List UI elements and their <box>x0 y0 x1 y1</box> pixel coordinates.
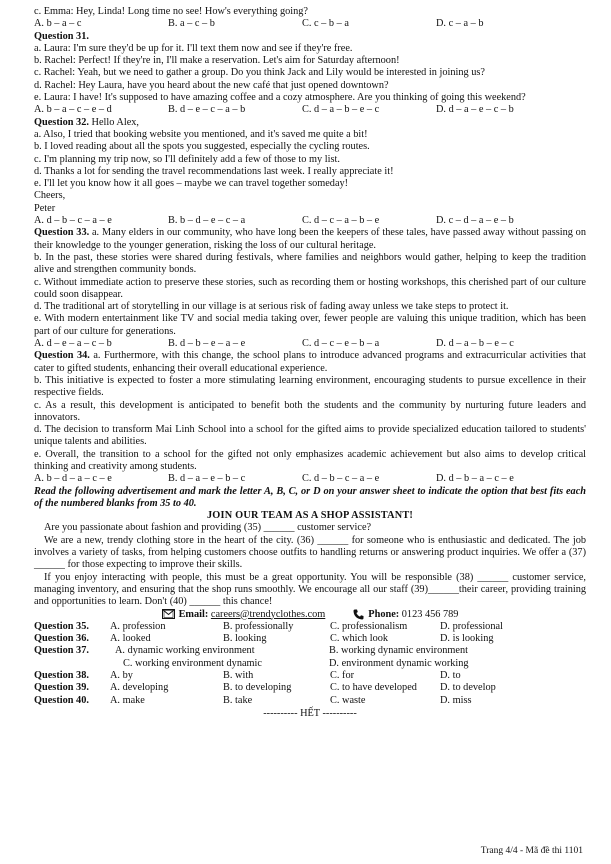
q39-option-c: C. to have developed <box>330 682 417 694</box>
q34-line-b: b. This initiative is expected to foster a more stimulating learning environment, encouraging students to pursue excellence in their respective fields. <box>34 374 586 399</box>
q37-row-2 <box>34 658 586 670</box>
q40-label: Question 40. <box>34 694 89 706</box>
ad-paragraph-1: Are you passionate about fashion and providing (35) ______ customer service? <box>44 522 372 534</box>
q33-line-d: d. The traditional art of storytelling in our village is at serious risk of fading away unless we take steps to protect it. <box>34 301 509 313</box>
q34-option-d: D. d – b – a – c – e <box>436 473 514 485</box>
q37-label: Question 37. <box>34 645 89 657</box>
q34-line-d: d. The decision to transform Mai Linh School into a school for the gifted aims to provide specialized education tailored to students' unique talents and abilities. <box>34 424 586 448</box>
q35-option-a: A. profession <box>110 620 166 632</box>
q32-option-c: C. d – c – a – b – e <box>302 215 380 227</box>
q31-line-c: c. Rachel: Yeah, but we need to gather a group. Do you think Jack and Lily would be interested in joining us? <box>34 67 485 79</box>
q40-row <box>34 695 586 707</box>
email-link[interactable]: careers@trendyclothes.com <box>210 608 326 620</box>
q33-line-a-block <box>34 227 586 252</box>
q40-option-d: D. miss <box>440 694 472 706</box>
q38-label: Question 38. <box>34 670 89 682</box>
q36-option-b: B. looking <box>223 633 267 645</box>
q38-row <box>34 670 586 682</box>
q32-option-d: D. c – d – a – e – b <box>436 215 514 227</box>
end-marker: ---------- HẾT ---------- <box>263 707 357 719</box>
q32-line-e: e. I'll let you know how it all goes – maybe we can travel together someday! <box>34 178 349 190</box>
q40-option-a: A. make <box>110 694 145 706</box>
q33-option-d: D. d – a – b – e – c <box>436 338 514 350</box>
q40-option-c: C. waste <box>330 694 366 706</box>
q30-option-c: C. c – b – a <box>302 18 349 30</box>
q39-option-a: A. developing <box>110 682 169 694</box>
q30-option-a: A. b – a – c <box>34 18 82 30</box>
q30-options <box>34 18 586 30</box>
q34-line-a: a. Furthermore, with this change, the school plans to introduce advanced programs and extracurricular activities that cater to gifted students, enhancing their overall educational experience. <box>34 350 586 374</box>
q33-options <box>34 338 586 350</box>
ad-paragraph-3: If you enjoy interacting with people, this must be a great opportunity. You will be responsible (38) ______ customer service, managing inventory, and ensuring that the shop runs smoothly. We encourage all our staff (39)______their career, providing training and opportunities to learn. Don't (40) ______ this chance! <box>34 571 586 608</box>
q34-line-c: c. As a result, this development is anticipated to benefit both the students and the community by nurturing future leaders and innovators. <box>34 399 586 423</box>
q34-line-a-block <box>34 350 586 375</box>
phone-icon <box>353 609 364 620</box>
q32-line-b: b. I loved reading about all the spots you suggested, especially the cycling routes. <box>34 141 370 153</box>
q40-option-b: B. take <box>223 694 253 706</box>
q33-heading: Question 33. <box>34 227 90 239</box>
q34-heading: Question 34. <box>34 350 90 362</box>
q31-heading: Question 31. <box>34 30 89 42</box>
q33-line-a: a. Many elders in our community, who have long been the keepers of these tales, have passed away without passing on their knowledge to the younger generation, risking the loss of our cultural heritage. <box>34 227 586 251</box>
q32-option-a: A. d – b – c – a – e <box>34 215 112 227</box>
ad-paragraph-2: We are a new, trendy clothing store in the heart of the city. (36) ______ for someone who is enthusiastic and dedicated. The job involves a variety of tasks, from helping customers choose outfits to handling returns or answering product inquiries. We offer a (37) ______ for those expecting to improve their skills. <box>34 534 586 571</box>
q35-option-d: D. professional <box>440 620 503 632</box>
q32-heading: Question 32. <box>34 116 89 128</box>
q38-option-a: A. by <box>110 670 133 682</box>
q31-line-d: d. Rachel: Hey Laura, have you heard about the new café that just opened downtown? <box>34 79 389 91</box>
q36-option-a: A. looked <box>110 633 151 645</box>
q37-option-d: D. environment dynamic working <box>329 657 469 669</box>
q33-option-b: B. d – b – e – a – e <box>168 338 246 350</box>
q37-row-1 <box>34 645 586 657</box>
q32-greeting: Hello Alex, <box>88 116 139 128</box>
q32-options <box>34 215 586 227</box>
q33-option-c: C. d – c – e – b – a <box>302 338 380 350</box>
q31-option-c: C. d – a – b – e – c <box>302 104 380 116</box>
q34-options <box>34 473 586 485</box>
q34-option-a: A. b – d – a – c – e <box>34 473 112 485</box>
q31-option-d: D. d – a – e – c – b <box>436 104 514 116</box>
q39-row <box>34 682 586 694</box>
q33-line-e: e. With modern entertainment like TV and social media taking over, fewer people are valuing this unique tradition, which has been part of our culture for generations. <box>34 313 586 337</box>
q36-option-c: C. which look <box>330 633 389 645</box>
q33-line-c: c. Without immediate action to preserve these stories, such as recording them or hosting workshops, this cherished part of our culture could soon disappear. <box>34 276 586 300</box>
q35-option-b: B. professionally <box>223 620 294 632</box>
q30-line-c: c. Emma: Hey, Linda! Long time no see! How's everything going? <box>34 6 308 17</box>
q37-option-b: B. working dynamic environment <box>329 645 468 657</box>
q38-option-c: C. for <box>330 670 355 682</box>
phone-number: 0123 456 789 <box>401 608 459 620</box>
q38-option-d: D. to <box>440 670 461 682</box>
q35-label: Question 35. <box>34 620 89 632</box>
q37-option-a: A. dynamic working environment <box>115 645 255 657</box>
q31-line-b: b. Rachel: Perfect! If they're in, I'll make a reservation. Let's aim for Saturday afternoon! <box>34 55 400 67</box>
phone-contact <box>353 609 458 621</box>
q37-option-c: C. working environment dynamic <box>123 657 262 669</box>
q39-option-d: D. to develop <box>440 682 496 694</box>
q32-signature: Peter <box>34 202 56 214</box>
q35-option-c: C. professionalism <box>330 620 408 632</box>
q36-option-d: D. is looking <box>440 633 494 645</box>
exam-page <box>34 6 586 720</box>
q34-line-e: e. Overall, the transition to a school for the gifted not only emphasizes academic achievement but also aims to develop critical thinking and creativity among students. <box>34 448 586 472</box>
section-instruction: Read the following advertisement and mark the letter A, B, C, or D on your answer sheet to indicate the option that best fits each of the numbered blanks from 35 to 40. <box>34 485 586 509</box>
q32-closing: Cheers, <box>34 190 66 202</box>
advertisement-title: JOIN OUR TEAM AS A SHOP ASSISTANT! <box>206 510 414 522</box>
q32-line-c: c. I'm planning my trip now, so I'll definitely add a few of those to my list. <box>34 153 340 165</box>
q33-line-b: b. In the past, these stories were shared during festivals, where families and neighbors would gather, helping to keep the tradition alive and strengthen community bonds. <box>34 251 586 276</box>
q36-label: Question 36. <box>34 633 89 645</box>
q32-line-a: a. Also, I tried that booking website you mentioned, and it's saved me quite a bit! <box>34 128 368 140</box>
q32-heading-line <box>34 117 586 129</box>
q31-options <box>34 104 586 116</box>
q30-option-d: D. c – a – b <box>436 18 484 30</box>
q33-option-a: A. d – e – a – c – b <box>34 338 112 350</box>
q39-option-b: B. to developing <box>223 682 292 694</box>
ad-contact-line <box>34 609 586 621</box>
q31-option-b: B. d – e – c – a – b <box>168 104 246 116</box>
email-label: Email: <box>178 608 209 620</box>
envelope-icon <box>162 609 175 619</box>
q31-line-e: e. Laura: I have! It's supposed to have amazing coffee and a cozy atmosphere. Are you thinking of going this weekend? <box>34 92 526 104</box>
phone-label: Phone: <box>368 608 400 620</box>
q31-option-a: A. b – a – c – e – d <box>34 104 112 116</box>
page-footer: Trang 4/4 - Mã đề thi 1101 <box>480 846 583 856</box>
q32-line-d: d. Thanks a lot for sending the travel recommendations last week. I really appreciate it! <box>34 165 394 177</box>
q31-line-a: a. Laura: I'm sure they'd be up for it. I'll text them now and see if they're free. <box>34 42 353 54</box>
q34-option-b: B. d – a – e – b – c <box>168 473 246 485</box>
q38-option-b: B. with <box>223 670 254 682</box>
q35-row <box>34 621 586 633</box>
email-contact <box>162 609 326 621</box>
q32-option-b: B. b – d – e – c – a <box>168 215 246 227</box>
q34-option-c: C. d – b – c – a – e <box>302 473 380 485</box>
q39-label: Question 39. <box>34 682 89 694</box>
q36-row <box>34 633 586 645</box>
q30-option-b: B. a – c – b <box>168 18 215 30</box>
